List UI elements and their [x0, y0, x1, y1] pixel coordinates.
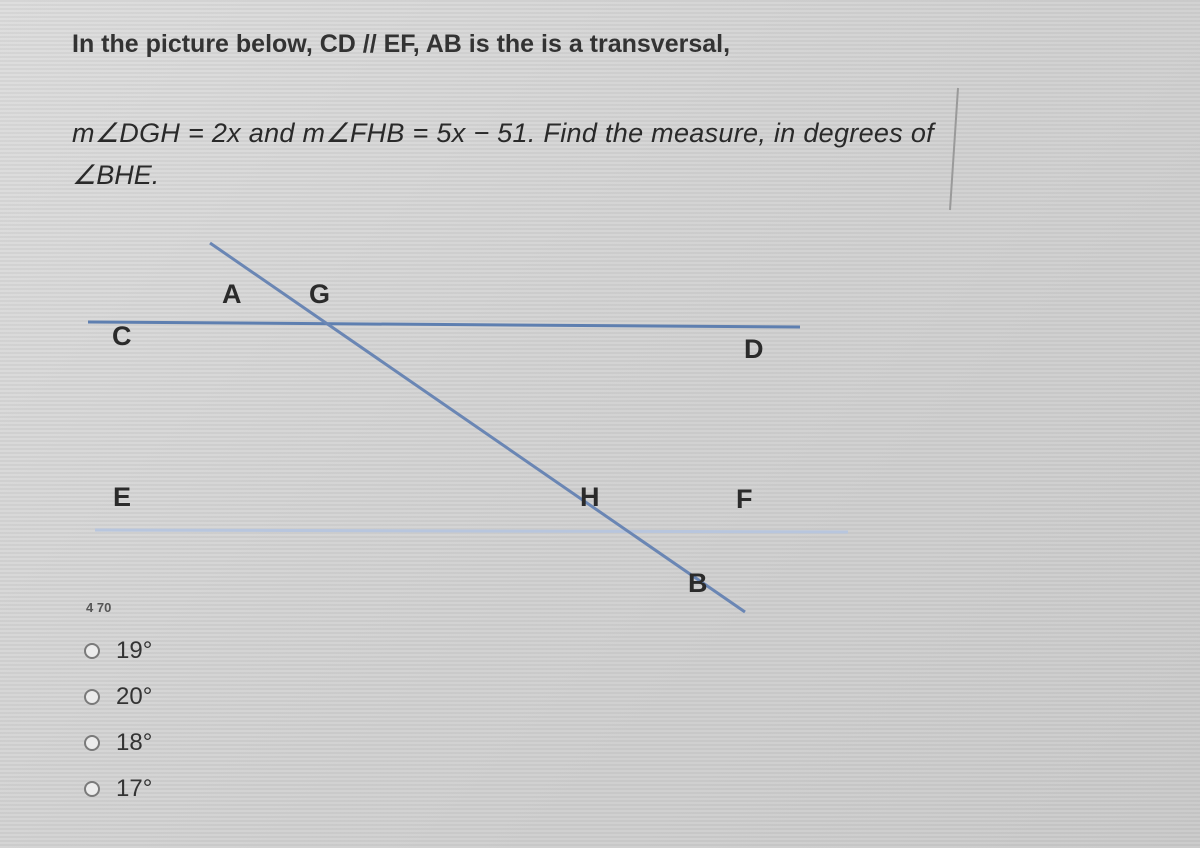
line-ef — [95, 530, 848, 532]
radio-button-icon[interactable] — [84, 781, 100, 797]
answer-option-label: 19° — [116, 637, 153, 664]
answer-option-4[interactable] — [84, 766, 152, 812]
point-label-c: C — [112, 321, 132, 351]
pencil-mark — [950, 88, 958, 210]
point-label-a: A — [222, 279, 242, 309]
transversal-ab — [210, 243, 745, 612]
answer-option-2[interactable] — [84, 674, 152, 720]
answer-option-3[interactable] — [84, 720, 152, 766]
answer-option-label: 20° — [116, 683, 153, 710]
point-label-d: D — [744, 334, 764, 364]
point-label-f: F — [736, 484, 753, 514]
point-label-h: H — [580, 482, 600, 512]
radio-button-icon[interactable] — [84, 643, 100, 659]
point-label-g: G — [309, 279, 331, 309]
answer-option-1[interactable] — [84, 628, 152, 674]
question-text-line-3: ∠BHE. — [72, 160, 160, 190]
radio-button-icon[interactable] — [84, 689, 100, 705]
point-label-e: E — [113, 482, 132, 512]
answer-option-label: 17° — [116, 775, 153, 802]
point-label-b: B — [688, 568, 708, 598]
question-text-line-2: m∠DGH = 2x and m∠FHB = 5x − 51. Find the measure, in degrees of — [72, 118, 934, 148]
radio-button-icon[interactable] — [84, 735, 100, 751]
question-text-line-1: In the picture below, CD // EF, AB is the is a transversal, — [72, 30, 731, 58]
answer-option-label: 18° — [116, 729, 153, 756]
question-number-label: 4 70 — [86, 600, 112, 615]
line-cd — [88, 322, 800, 327]
answer-options — [84, 628, 152, 812]
